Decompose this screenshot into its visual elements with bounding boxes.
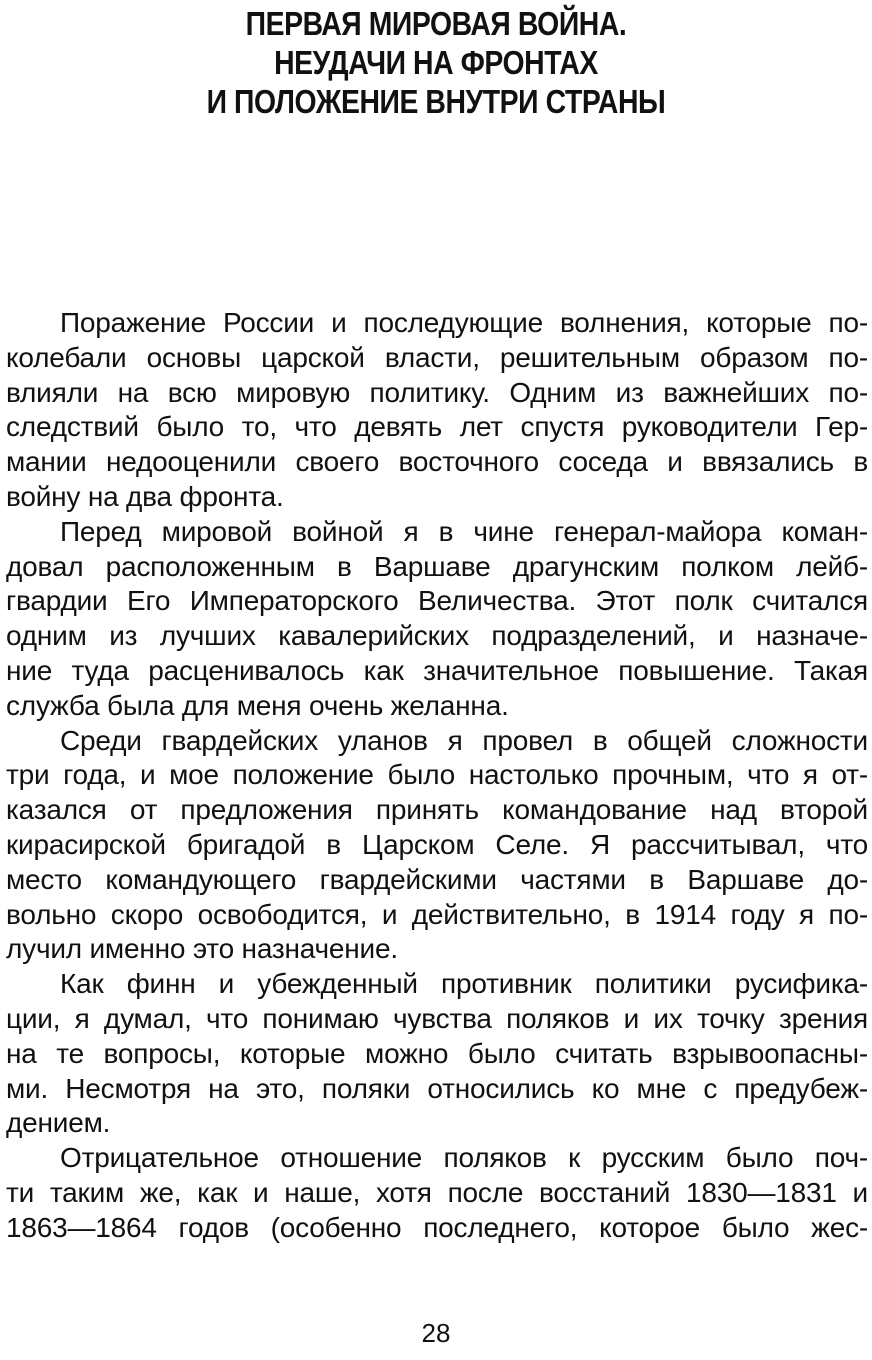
text-line: войну на два фронта. [6, 480, 284, 512]
text-line: ции, я думал, что понимаю чувства поляков и их точку зрения [6, 1002, 868, 1034]
text-line: 1863—1864 годов (особенно последнего, которое было жес- [6, 1211, 868, 1243]
text-line: колебали основы царской власти, решительным образом по- [6, 341, 868, 373]
text-line: ми. Несмотря на это, поляки относились ко мне с предубеж- [6, 1072, 868, 1104]
text-line: гвардии Его Императорского Величества. Этот полк считался [6, 585, 868, 617]
text-line: мании недооценили своего восточного соседа и ввязались в [6, 446, 868, 478]
text-line: лучил именно это назначение. [6, 933, 398, 965]
text-line: дением. [6, 1107, 111, 1139]
paragraph-4 [6, 967, 868, 1141]
text-line: три года, и мое положение было настолько прочным, что я от- [6, 759, 868, 791]
paragraph-2 [6, 515, 868, 724]
text-line: ние туда расценивалось как значительное повышение. Такая [6, 654, 868, 686]
chapter-title-line-3: И ПОЛОЖЕНИЕ ВНУТРИ СТРАНЫ [206, 83, 666, 120]
paragraph-3 [6, 724, 868, 968]
text-line: Как финн и убежденный противник политики русифика- [60, 968, 868, 1000]
text-line: вольно скоро освободится, и действительно, в 1914 году я по- [6, 898, 868, 930]
text-line: Среди гвардейских уланов я провел в общей сложности [60, 724, 868, 756]
chapter-title-line-1: ПЕРВАЯ МИРОВАЯ ВОЙНА. [245, 5, 627, 42]
paragraph-5 [6, 1141, 868, 1245]
paragraph-1 [6, 306, 868, 515]
chapter-body [6, 306, 868, 1246]
text-line: кирасирской бригадой в Царском Селе. Я рассчитывал, что [6, 828, 868, 860]
text-line: служба была для меня очень желанна. [6, 689, 509, 721]
text-line: на те вопросы, которые можно было считать взрывоопасны- [6, 1037, 868, 1069]
text-line: Перед мировой войной я в чине генерал-майора коман- [60, 515, 868, 547]
text-line: одним из лучших кавалерийских подразделений, и назначе- [6, 620, 868, 652]
text-line: казался от предложения принять командование над второй [6, 794, 868, 826]
text-line: влияли на всю мировую политику. Одним из важнейших по- [6, 376, 868, 408]
text-line: Поражение России и последующие волнения, которые по- [60, 307, 868, 338]
text-line: следствий было то, что девять лет спустя руководители Гер- [6, 411, 868, 443]
chapter-title [61, 4, 811, 121]
page-number: 28 [421, 1318, 451, 1348]
text-line: ти таким же, как и наше, хотя после восстаний 1830—1831 и [6, 1176, 868, 1208]
text-line: Отрицательное отношение поляков к русским было поч- [60, 1142, 868, 1174]
chapter-title-line-2: НЕУДАЧИ НА ФРОНТАХ [274, 44, 598, 81]
text-line: довал расположенным в Варшаве драгунским полком лейб- [6, 550, 868, 582]
text-line: место командующего гвардейскими частями в Варшаве до- [6, 863, 868, 895]
